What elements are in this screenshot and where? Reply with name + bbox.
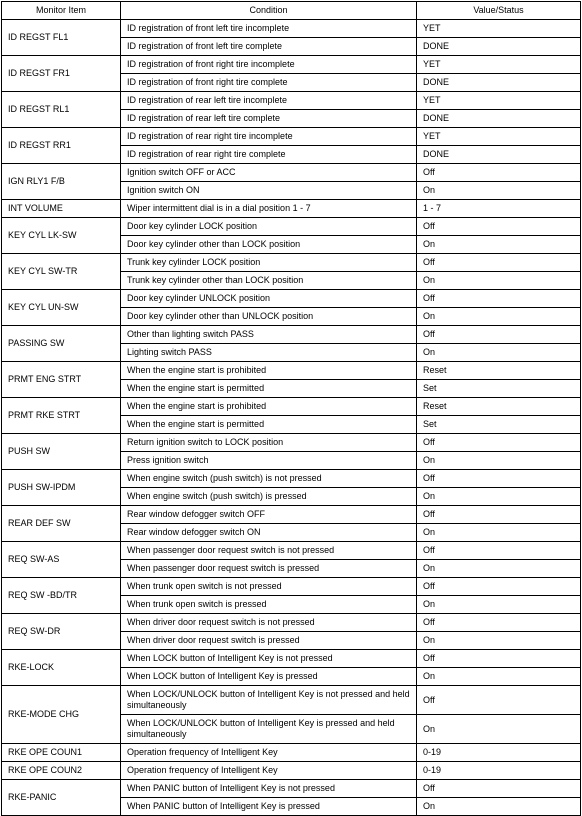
monitor-item-cell: RKE-LOCK [2, 650, 121, 686]
condition-cell: ID registration of rear right tire complete [121, 146, 417, 164]
value-status-cell: On [417, 596, 581, 614]
table-row [2, 164, 581, 182]
value-status-cell: 1 - 7 [417, 200, 581, 218]
condition-cell: When passenger door request switch is pressed [121, 560, 417, 578]
value-status-cell: Off [417, 434, 581, 452]
monitor-item-cell: KEY CYL UN-SW [2, 290, 121, 326]
condition-cell: ID registration of rear left tire incomplete [121, 92, 417, 110]
table-row [2, 542, 581, 560]
condition-cell: Press ignition switch [121, 452, 417, 470]
table-row [2, 578, 581, 596]
value-status-cell: DONE [417, 38, 581, 56]
table-row [2, 686, 581, 715]
condition-cell: Trunk key cylinder LOCK position [121, 254, 417, 272]
value-status-cell: Off [417, 218, 581, 236]
value-status-cell: On [417, 798, 581, 816]
monitor-item-cell: REQ SW -BD/TR [2, 578, 121, 614]
header-row [2, 2, 581, 20]
condition-cell: When engine switch (push switch) is pressed [121, 488, 417, 506]
value-status-cell: 0-19 [417, 762, 581, 780]
value-status-cell: Off [417, 470, 581, 488]
table-row [2, 398, 581, 416]
condition-cell: Rear window defogger switch ON [121, 524, 417, 542]
table-row [2, 434, 581, 452]
value-status-cell: DONE [417, 110, 581, 128]
value-status-cell: Off [417, 614, 581, 632]
value-status-cell: On [417, 668, 581, 686]
monitor-item-cell: REQ SW-AS [2, 542, 121, 578]
condition-cell: Door key cylinder LOCK position [121, 218, 417, 236]
monitor-item-cell: PUSH SW [2, 434, 121, 470]
value-status-cell: Off [417, 780, 581, 798]
table-row [2, 362, 581, 380]
value-status-cell: Off [417, 290, 581, 308]
value-status-cell: Off [417, 506, 581, 524]
value-status-cell: On [417, 308, 581, 326]
condition-cell: When driver door request switch is pressed [121, 632, 417, 650]
value-status-cell: Off [417, 326, 581, 344]
monitor-item-cell: ID REGST FR1 [2, 56, 121, 92]
monitor-item-cell: IGN RLY1 F/B [2, 164, 121, 200]
header-condition: Condition [121, 2, 417, 20]
condition-cell: Lighting switch PASS [121, 344, 417, 362]
value-status-cell: Off [417, 578, 581, 596]
value-status-cell: YET [417, 20, 581, 38]
value-status-cell: DONE [417, 74, 581, 92]
value-status-cell: Off [417, 650, 581, 668]
monitor-item-cell: RKE-PANIC [2, 780, 121, 816]
monitor-item-cell: RKE-MODE CHG [2, 686, 121, 744]
condition-cell: When LOCK button of Intelligent Key is not pressed [121, 650, 417, 668]
value-status-cell: On [417, 344, 581, 362]
table-row [2, 744, 581, 762]
table-row [2, 200, 581, 218]
condition-cell: When the engine start is prohibited [121, 398, 417, 416]
value-status-cell: On [417, 524, 581, 542]
condition-cell: When trunk open switch is not pressed [121, 578, 417, 596]
condition-cell: Operation frequency of Intelligent Key [121, 744, 417, 762]
condition-cell: Rear window defogger switch OFF [121, 506, 417, 524]
table-row [2, 56, 581, 74]
monitor-item-cell: REAR DEF SW [2, 506, 121, 542]
value-status-cell: Set [417, 380, 581, 398]
monitor-item-cell: ID REGST RR1 [2, 128, 121, 164]
monitor-item-cell: RKE OPE COUN1 [2, 744, 121, 762]
condition-cell: Door key cylinder other than UNLOCK position [121, 308, 417, 326]
value-status-cell: On [417, 452, 581, 470]
value-status-cell: Off [417, 686, 581, 715]
condition-cell: When trunk open switch is pressed [121, 596, 417, 614]
table-row [2, 614, 581, 632]
condition-cell: When LOCK button of Intelligent Key is pressed [121, 668, 417, 686]
table-row [2, 780, 581, 798]
condition-cell: Ignition switch OFF or ACC [121, 164, 417, 182]
value-status-cell: On [417, 715, 581, 744]
condition-cell: When LOCK/UNLOCK button of Intelligent Key is not pressed and held simultaneously [121, 686, 417, 715]
table-row [2, 128, 581, 146]
condition-cell: When PANIC button of Intelligent Key is pressed [121, 798, 417, 816]
value-status-cell: Set [417, 416, 581, 434]
table-row [2, 762, 581, 780]
monitor-item-cell: KEY CYL LK-SW [2, 218, 121, 254]
condition-cell: Operation frequency of Intelligent Key [121, 762, 417, 780]
value-status-cell: Off [417, 542, 581, 560]
value-status-cell: On [417, 632, 581, 650]
condition-cell: Ignition switch ON [121, 182, 417, 200]
table-row [2, 92, 581, 110]
value-status-cell: 0-19 [417, 744, 581, 762]
condition-cell: ID registration of front right tire complete [121, 74, 417, 92]
table-row [2, 326, 581, 344]
monitor-item-cell: PUSH SW-IPDM [2, 470, 121, 506]
condition-cell: ID registration of front right tire incomplete [121, 56, 417, 74]
condition-cell: When PANIC button of Intelligent Key is not pressed [121, 780, 417, 798]
condition-cell: Door key cylinder other than LOCK position [121, 236, 417, 254]
table-row [2, 470, 581, 488]
condition-cell: When the engine start is prohibited [121, 362, 417, 380]
value-status-cell: On [417, 236, 581, 254]
value-status-cell: YET [417, 56, 581, 74]
monitor-item-cell: REQ SW-DR [2, 614, 121, 650]
monitor-item-cell: KEY CYL SW-TR [2, 254, 121, 290]
value-status-cell: Off [417, 254, 581, 272]
table-row [2, 506, 581, 524]
value-status-cell: On [417, 560, 581, 578]
condition-cell: ID registration of rear right tire incomplete [121, 128, 417, 146]
condition-cell: When driver door request switch is not pressed [121, 614, 417, 632]
condition-cell: When LOCK/UNLOCK button of Intelligent Key is pressed and held simultaneously [121, 715, 417, 744]
monitor-item-cell: PRMT ENG STRT [2, 362, 121, 398]
value-status-cell: Reset [417, 398, 581, 416]
value-status-cell: Off [417, 164, 581, 182]
condition-cell: Wiper intermittent dial is in a dial position 1 - 7 [121, 200, 417, 218]
condition-cell: ID registration of front left tire incomplete [121, 20, 417, 38]
value-status-cell: YET [417, 128, 581, 146]
value-status-cell: DONE [417, 146, 581, 164]
table-row [2, 218, 581, 236]
monitor-table [1, 1, 581, 816]
monitor-item-cell: ID REGST FL1 [2, 20, 121, 56]
value-status-cell: Reset [417, 362, 581, 380]
table-body [2, 20, 581, 816]
table-row [2, 20, 581, 38]
monitor-item-cell: ID REGST RL1 [2, 92, 121, 128]
monitor-item-cell: RKE OPE COUN2 [2, 762, 121, 780]
condition-cell: When the engine start is permitted [121, 416, 417, 434]
condition-cell: ID registration of front left tire complete [121, 38, 417, 56]
condition-cell: ID registration of rear left tire complete [121, 110, 417, 128]
condition-cell: Door key cylinder UNLOCK position [121, 290, 417, 308]
monitor-item-cell: PASSING SW [2, 326, 121, 362]
condition-cell: Other than lighting switch PASS [121, 326, 417, 344]
table-row [2, 650, 581, 668]
header-value-status: Value/Status [417, 2, 581, 20]
table-row [2, 290, 581, 308]
condition-cell: Return ignition switch to LOCK position [121, 434, 417, 452]
monitor-item-cell: INT VOLUME [2, 200, 121, 218]
condition-cell: Trunk key cylinder other than LOCK position [121, 272, 417, 290]
value-status-cell: On [417, 488, 581, 506]
table-row [2, 254, 581, 272]
value-status-cell: YET [417, 92, 581, 110]
condition-cell: When passenger door request switch is not pressed [121, 542, 417, 560]
value-status-cell: On [417, 182, 581, 200]
value-status-cell: On [417, 272, 581, 290]
monitor-item-cell: PRMT RKE STRT [2, 398, 121, 434]
condition-cell: When engine switch (push switch) is not pressed [121, 470, 417, 488]
condition-cell: When the engine start is permitted [121, 380, 417, 398]
header-monitor-item: Monitor Item [2, 2, 121, 20]
